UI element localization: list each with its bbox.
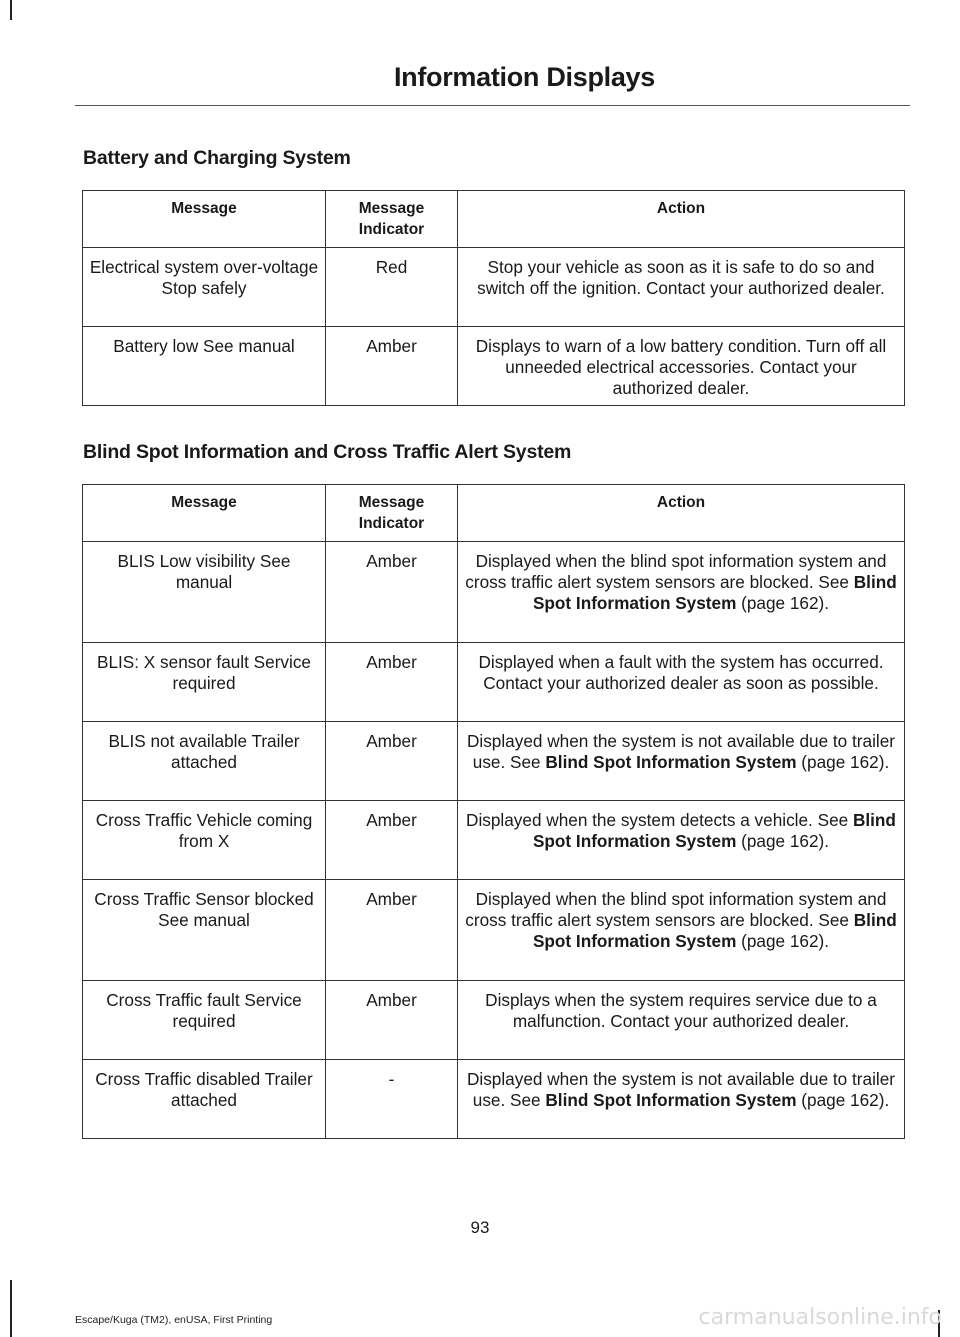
header-rule bbox=[75, 105, 910, 106]
action-cell bbox=[458, 542, 905, 643]
action-cell bbox=[458, 801, 905, 880]
action-text: (page 162). bbox=[736, 831, 830, 851]
table-header-row bbox=[83, 485, 905, 542]
indicator-cell: Amber bbox=[326, 801, 458, 880]
action-text: Displayed when the blind spot information system and cross traffic alert system sensors are blocked. See bbox=[465, 551, 887, 592]
indicator-cell: Amber bbox=[326, 542, 458, 643]
message-cell: Electrical system over-voltage Stop safely bbox=[83, 248, 326, 327]
action-cell bbox=[458, 1060, 905, 1139]
column-header-message: Message bbox=[83, 191, 326, 248]
table-row bbox=[83, 542, 905, 643]
cross-reference-link[interactable]: Blind Spot Information System bbox=[532, 572, 897, 613]
message-cell: Cross Traffic Sensor blocked See manual bbox=[83, 880, 326, 981]
action-cell bbox=[458, 643, 905, 722]
column-header-indicator: Message Indicator bbox=[326, 485, 458, 542]
indicator-cell: Amber bbox=[326, 880, 458, 981]
column-header-indicator: Message Indicator bbox=[326, 191, 458, 248]
table-row bbox=[83, 981, 905, 1060]
message-cell: Cross Traffic disabled Trailer attached bbox=[83, 1060, 326, 1139]
table-row bbox=[83, 248, 905, 327]
table-row bbox=[83, 327, 905, 406]
cross-reference-link[interactable]: Blind Spot Information System bbox=[532, 910, 897, 951]
action-text: (page 162). bbox=[796, 1090, 890, 1110]
message-cell: Battery low See manual bbox=[83, 327, 326, 406]
indicator-cell: Red bbox=[326, 248, 458, 327]
action-text: (page 162). bbox=[736, 931, 830, 951]
action-text: Displayed when the system detects a vehicle. See bbox=[466, 810, 853, 830]
table-row bbox=[83, 880, 905, 981]
section-heading-battery: Battery and Charging System bbox=[83, 147, 351, 169]
chapter-title: Information Displays bbox=[393, 62, 655, 92]
footer-edition-text: Escape/Kuga (TM2), enUSA, First Printing bbox=[75, 1314, 273, 1326]
indicator-cell: - bbox=[326, 1060, 458, 1139]
cross-reference-link[interactable]: Blind Spot Information System bbox=[545, 752, 797, 772]
cross-reference-link[interactable]: Blind Spot Information System bbox=[532, 810, 896, 851]
action-text: Displayed when the system is not available due to trailer use. See bbox=[466, 731, 895, 772]
action-cell bbox=[458, 981, 905, 1060]
action-cell bbox=[458, 722, 905, 801]
indicator-cell: Amber bbox=[326, 981, 458, 1060]
table-row bbox=[83, 722, 905, 801]
table-row bbox=[83, 801, 905, 880]
action-text: Displays to warn of a low battery condition. Turn off all unneeded electrical accessories. Contact your authorized dealer. bbox=[475, 336, 887, 398]
message-cell: Cross Traffic fault Service required bbox=[83, 981, 326, 1060]
table-row bbox=[83, 1060, 905, 1139]
section-heading-blind-spot: Blind Spot Information and Cross Traffic Alert System bbox=[83, 441, 572, 463]
action-text: Displayed when the system is not available due to trailer use. See bbox=[466, 1069, 895, 1110]
action-text: (page 162). bbox=[736, 593, 830, 613]
action-cell bbox=[458, 327, 905, 406]
cross-reference-link[interactable]: Blind Spot Information System bbox=[545, 1090, 797, 1110]
action-text: (page 162). bbox=[796, 752, 890, 772]
crop-mark-bottom-left bbox=[10, 1280, 12, 1337]
message-cell: BLIS Low visibility See manual bbox=[83, 542, 326, 643]
watermark: carmanualsonline.info bbox=[698, 1305, 942, 1330]
action-text: Displayed when the blind spot information system and cross traffic alert system sensors are blocked. See bbox=[465, 889, 887, 930]
table-header-row bbox=[83, 191, 905, 248]
action-text: Displayed when a fault with the system has occurred. Contact your authorized dealer as soon as possible. bbox=[478, 652, 884, 693]
message-cell: BLIS not available Trailer attached bbox=[83, 722, 326, 801]
message-cell: Cross Traffic Vehicle coming from X bbox=[83, 801, 326, 880]
action-text: Displays when the system requires service due to a malfunction. Contact your authorized dealer. bbox=[485, 990, 877, 1031]
message-cell: BLIS: X sensor fault Service required bbox=[83, 643, 326, 722]
blind-spot-table bbox=[82, 484, 905, 1139]
indicator-cell: Amber bbox=[326, 643, 458, 722]
table-row bbox=[83, 643, 905, 722]
column-header-action: Action bbox=[458, 485, 905, 542]
column-header-message: Message bbox=[83, 485, 326, 542]
page-number: 93 bbox=[470, 1218, 490, 1237]
crop-mark-top-left bbox=[10, 0, 12, 20]
action-text: Stop your vehicle as soon as it is safe to do so and switch off the ignition. Contact your authorized dealer. bbox=[477, 257, 885, 298]
indicator-cell: Amber bbox=[326, 327, 458, 406]
indicator-cell: Amber bbox=[326, 722, 458, 801]
battery-charging-table bbox=[82, 190, 905, 406]
column-header-action: Action bbox=[458, 191, 905, 248]
action-cell bbox=[458, 248, 905, 327]
action-cell bbox=[458, 880, 905, 981]
